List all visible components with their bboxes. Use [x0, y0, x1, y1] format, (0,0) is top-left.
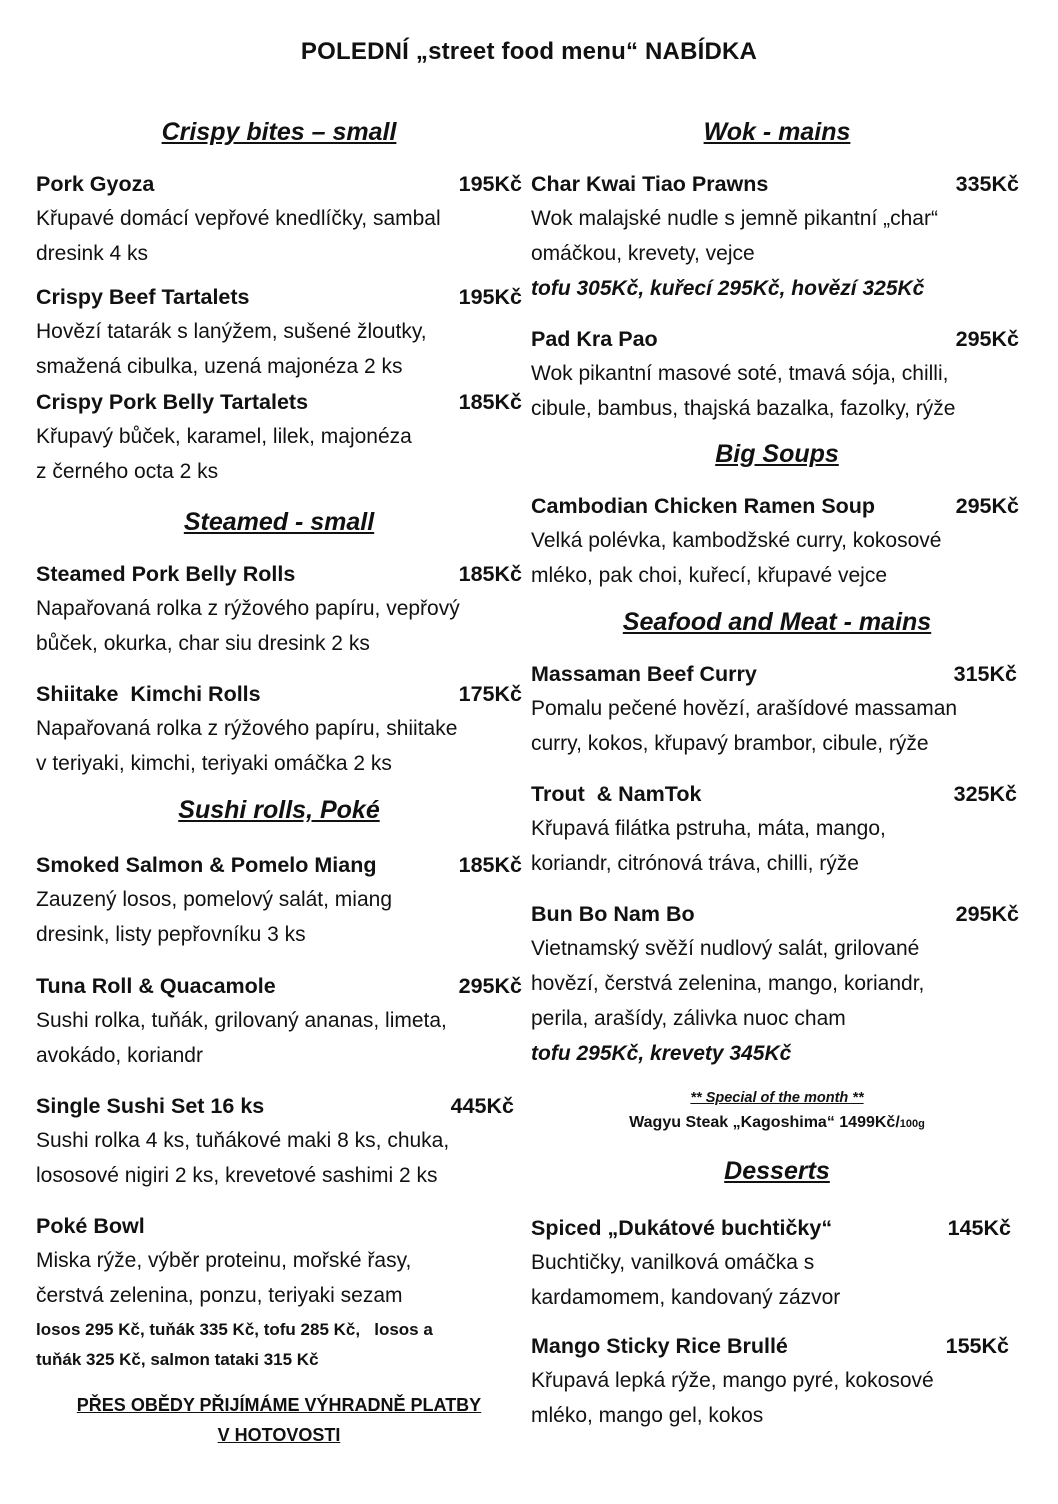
item-description: Sushi rolka 4 ks, tuňákové maki 8 ks, chuka, lososové nigiri 2 ks, krevetové sashimi 2 ks: [36, 1129, 450, 1187]
menu-item-dukatove-buchticky: [531, 1214, 1011, 1315]
item-price: 145Kč: [947, 1216, 1011, 1240]
item-name: Poké Bowl: [36, 1214, 145, 1238]
item-name: Pad Kra Pao: [531, 327, 658, 351]
item-description: Křupavá filátka pstruha, máta, mango, koriandr, citrónová tráva, chilli, rýže: [531, 817, 886, 875]
menu-item-pork-gyoza: [36, 170, 522, 271]
item-price: 185Kč: [458, 562, 522, 586]
item-description: Vietnamský svěží nudlový salát, grilované hovězí, čerstvá zelenina, mango, koriandr, perila, arašídy, zálivka nuoc cham: [531, 937, 925, 1030]
item-description: Křupavá lepká rýže, mango pyré, kokosové mléko, mango gel, kokos: [531, 1369, 934, 1427]
menu-item-poke-bowl: [36, 1212, 522, 1375]
special-label: ** Special of the month **: [690, 1090, 864, 1106]
item-price: 325Kč: [953, 782, 1017, 806]
menu-item-crispy-pork-belly-tartalets: [36, 388, 522, 489]
section-title: Crispy bites – small: [161, 118, 397, 146]
item-description: Křupavý bůček, karamel, lilek, majonéza z černého octa 2 ks: [36, 425, 412, 483]
item-price: 315Kč: [953, 662, 1017, 686]
menu-item-smoked-salmon-pomelo: [36, 851, 522, 952]
item-description: Křupavé domácí vepřové knedlíčky, sambal dresink 4 ks: [36, 207, 441, 265]
item-name: Crispy Beef Tartalets: [36, 285, 250, 309]
item-name: Char Kwai Tiao Prawns: [531, 172, 769, 196]
section-title: Big Soups: [715, 440, 839, 468]
item-price: 195Kč: [458, 172, 522, 196]
item-price: 185Kč: [458, 390, 522, 414]
menu-item-trout-namtok: [531, 780, 1017, 881]
item-description: Wok malajské nudle s jemně pikantní „char“ omáčkou, krevety, vejce: [531, 207, 938, 265]
item-price: 445Kč: [450, 1094, 514, 1118]
section-steamed: [36, 508, 522, 537]
item-price: 295Kč: [458, 974, 522, 998]
item-price: 175Kč: [458, 682, 522, 706]
item-price: 335Kč: [955, 172, 1019, 196]
menu-item-bun-bo-nam-bo: [531, 900, 1019, 1071]
menu-item-char-kwai-tiao: [531, 170, 1019, 306]
menu-item-tuna-roll: [36, 972, 522, 1073]
section-seafood-meat: [531, 608, 1023, 637]
item-name: Mango Sticky Rice Brullé: [531, 1334, 788, 1358]
menu-item-massaman-curry: [531, 660, 1017, 761]
item-name: Cambodian Chicken Ramen Soup: [531, 494, 876, 518]
item-variants: tofu 305Kč, kuřecí 295Kč, hovězí 325Kč: [531, 277, 925, 300]
special-item: Wagyu Steak „Kagoshima“ 1499Kč/100g: [629, 1114, 925, 1131]
item-price: 155Kč: [945, 1334, 1009, 1358]
item-price: 185Kč: [458, 853, 522, 877]
item-description: Zauzený losos, pomelový salát, miang dresink, listy pepřovníku 3 ks: [36, 888, 393, 946]
item-variants: tofu 295Kč, krevety 345Kč: [531, 1042, 792, 1065]
menu-item-mango-sticky-rice: [531, 1332, 1009, 1433]
item-price: 295Kč: [955, 902, 1019, 926]
menu-item-single-sushi-set: [36, 1092, 514, 1193]
item-description: Miska rýže, výběr proteinu, mořské řasy, čerstvá zelenina, ponzu, teriyaki sezam: [36, 1249, 412, 1307]
item-description: Sushi rolka, tuňák, grilovaný ananas, limeta, avokádo, koriandr: [36, 1009, 447, 1067]
menu-item-shiitake-kimchi-rolls: [36, 680, 522, 781]
item-name: Crispy Pork Belly Tartalets: [36, 390, 309, 414]
section-title: Steamed - small: [183, 508, 375, 536]
section-title: Wok - mains: [703, 118, 851, 146]
menu-item-crispy-beef-tartalets: [36, 283, 522, 384]
section-title: Sushi rolls, Poké: [178, 796, 380, 824]
section-crispy-bites: [36, 118, 522, 147]
section-title: Seafood and Meat - mains: [622, 608, 932, 636]
section-wok: [531, 118, 1023, 147]
item-description: Napařovaná rolka z rýžového papíru, shiitake v teriyaki, kimchi, teriyaki omáčka 2 ks: [36, 717, 458, 775]
item-name: Bun Bo Nam Bo: [531, 902, 695, 926]
item-name: Trout & NamTok: [531, 782, 702, 806]
section-sushi: [36, 796, 522, 825]
item-name: Smoked Salmon & Pomelo Miang: [36, 853, 377, 877]
item-name: Spiced „Dukátové buchtičky“: [531, 1216, 833, 1240]
page-title: POLEDNÍ „street food menu“ NABÍDKA: [300, 38, 758, 65]
item-description: Hovězí tatarák s lanýžem, sušené žloutky, smažená cibulka, uzená majonéza 2 ks: [36, 320, 427, 378]
item-name: Tuna Roll & Quacamole: [36, 974, 276, 998]
item-price: 195Kč: [458, 285, 522, 309]
item-description: Buchtičky, vanilková omáčka s kardamomem, kandovaný zázvor: [531, 1251, 841, 1309]
section-title: Desserts: [724, 1157, 830, 1185]
item-description: Napařovaná rolka z rýžového papíru, vepřový bůček, okurka, char siu dresink 2 ks: [36, 597, 460, 655]
item-name: Steamed Pork Belly Rolls: [36, 562, 296, 586]
item-description: Velká polévka, kambodžské curry, kokosové mléko, pak choi, kuřecí, křupavé vejce: [531, 529, 942, 587]
item-price: 295Kč: [955, 494, 1019, 518]
special-of-the-month: [531, 1090, 1023, 1132]
section-big-soups: [531, 440, 1023, 469]
menu-item-cambodian-ramen: [531, 492, 1019, 593]
item-price: 295Kč: [955, 327, 1019, 351]
item-description: Wok pikantní masové soté, tmavá sója, chilli, cibule, bambus, thajská bazalka, fazolky, rýže: [531, 362, 956, 420]
item-name: Pork Gyoza: [36, 172, 155, 196]
menu-item-steamed-pork-belly-rolls: [36, 560, 522, 661]
item-description: Pomalu pečené hovězí, arašídové massaman curry, kokos, křupavý brambor, cibule, rýže: [531, 697, 958, 755]
item-name: Shiitake Kimchi Rolls: [36, 682, 261, 706]
menu-item-pad-kra-pao: [531, 325, 1019, 426]
item-name: Single Sushi Set 16 ks: [36, 1094, 265, 1118]
item-variants: losos 295 Kč, tuňák 335 Kč, tofu 285 Kč, losos a tuňák 325 Kč, salmon tataki 315 Kč: [36, 1320, 433, 1369]
section-desserts: [531, 1157, 1023, 1186]
item-name: Massaman Beef Curry: [531, 662, 757, 686]
payment-notice: PŘES OBĚDY PŘIJÍMÁME VÝHRADNĚ PLATBY V HOTOVOSTI: [76, 1395, 482, 1445]
